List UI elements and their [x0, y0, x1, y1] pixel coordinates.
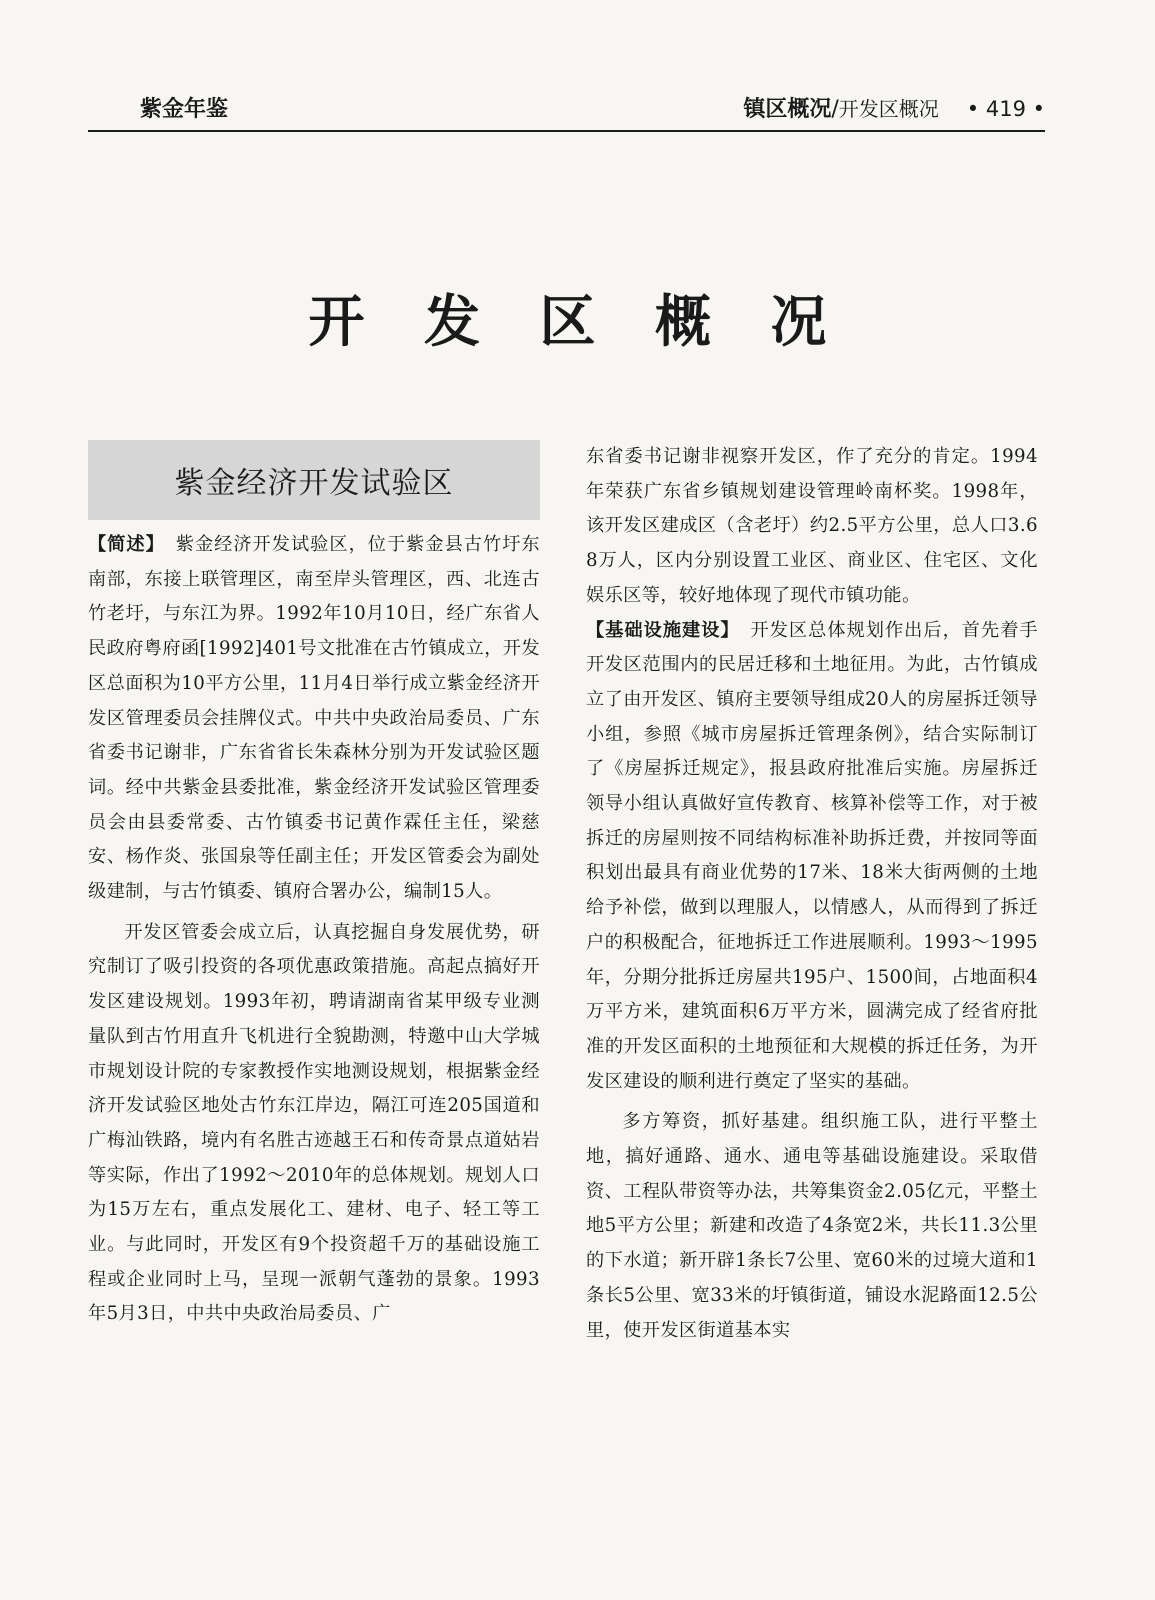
paragraph-text: 开发区总体规划作出后，首先着手开发区范围内的民居迁移和土地征用。为此，古竹镇成立了由开发区、镇府主要领导组成20人的房屋拆迁领导小组，参照《城市房屋拆迁管理条例》，结合实际制订了《房屋拆迁规定》，报县政府批准后实施。房屋拆迁领导小组认真做好宣传教育、核算补偿等工作，对于被拆迁的房屋则按不同结构标准补助拆迁费，并按同等面积划出最具有商业优势的17米、18米大街两侧的土地给予补偿，做到以理服人，以情感人，从而得到了拆迁户的积极配合，征地拆迁工作进展顺利。1993～1995年，分期分批拆迁房屋共195户、1500间，占地面积4万平方米，建筑面积6万平方米，圆满完成了经省府批准的开发区面积的土地预征和大规模的拆迁任务，为开发区建设的顺利进行奠定了坚实的基础。: [586, 619, 1038, 1092]
page-number: • 419 •: [966, 97, 1045, 121]
header-section-info: [743, 92, 1045, 123]
page-title: 开 发 区 概 况: [308, 289, 847, 355]
left-column: [88, 440, 540, 1332]
section-heading: 紫金经济开发试验区: [88, 440, 540, 520]
paragraph-construction: 多方筹资，抓好基建。组织施工队，进行平整土地，搞好通路、通水、通电等基础设施建设。采取借资、工程队带资等办法，共筹集资金2.05亿元，平整土地5平方公里；新建和改造了4条宽2米，共长11.3公里的下水道；新开辟1条长7公里、宽60米的过境大道和1条长5公里、宽33米的圩镇街道，铺设水泥路面12.5公里，使开发区街道基本实: [586, 1111, 1038, 1341]
paragraph-label: 【简述】: [88, 534, 165, 555]
paragraph-text: 紫金经济开发试验区，位于紫金县古竹圩东南部，东接上联管理区，南至岸头管理区，西、北连古竹老圩，与东江为界。1992年10月10日，经广东省人民政府粤府函[1992]401号文批准在古竹镇成立，开发区总面积为10平方公里，11月4日举行成立紫金经济开发区管理委员会挂牌仪式。中共中央政治局委员、广东省委书记谢非，广东省省长朱森林分别为开发试验区题词。经中共紫金县委批准，紫金经济开发试验区管理委员会由县委常委、古竹镇委书记黄作霖任主任，梁慈安、杨作炎、张国泉等任副主任；开发区管委会为副处级建制，与古竹镇委、镇府合署办公，编制15人。: [88, 534, 540, 903]
header-rule: [88, 130, 1045, 132]
running-header: [88, 88, 1045, 132]
paragraph-label: 【基础设施建设】: [586, 619, 740, 641]
header-subsection: 开发区概况: [838, 97, 939, 121]
paragraph-infrastructure: [586, 614, 1038, 1100]
paragraph-planning: 开发区管委会成立后，认真挖掘自身发展优势，研究制订了吸引投资的各项优惠政策措施。高起点搞好开发区建设规划。1993年初，聘请湖南省某甲级专业测量队到古竹用直升飞机进行全貌勘测，特邀中山大学城市规划设计院的专家教授作实地测设规划，根据紫金经济开发试验区地处古竹东江岸边，隔江可连205国道和广梅汕铁路，境内有名胜古迹越王石和传奇景点道姑岩等实际，作出了1992～2010年的总体规划。规划人口为15万左右，重点发展化工、建材、电子、轻工等工业。与此同时，开发区有9个投资超千万的基础设施工程或企业同时上马，呈现一派朝气蓬勃的景象。1993年5月3日，中共中央政治局委员、广: [88, 921, 540, 1325]
paragraph-continuation: 东省委书记谢非视察开发区，作了充分的肯定。1994年荣获广东省乡镇规划建设管理岭南杯奖。1998年，该开发区建成区（含老圩）约2.5平方公里，总人口3.68万人，区内分别设置工业区、商业区、住宅区、文化娱乐区等，较好地体现了现代市镇功能。: [586, 446, 1038, 606]
header-section: 镇区概况: [743, 97, 832, 122]
book-title: 紫金年鉴: [140, 97, 229, 122]
header-separator: /: [831, 97, 839, 122]
paragraph-overview: [88, 528, 540, 910]
right-column: [586, 440, 1038, 1348]
